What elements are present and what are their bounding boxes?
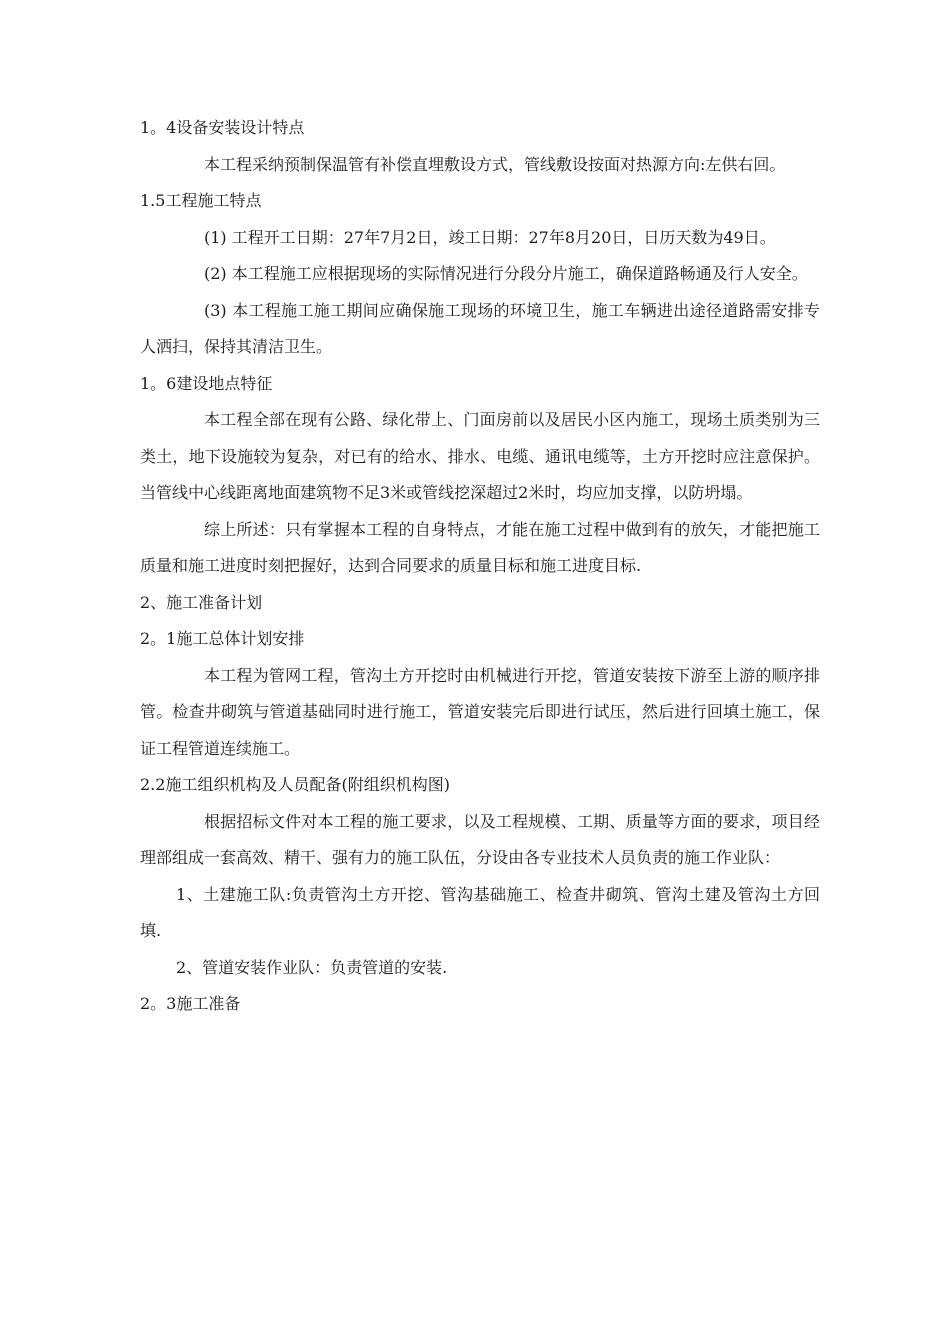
paragraph-2-1: 本工程为管网工程，管沟土方开挖时由机械进行开挖，管道安装按下游至上游的顺序排管。检查井砌筑与管道基础同时进行施工，管道安装完后即进行试压，然后进行回填土施工，保证工程管道连续施工。 — [140, 665, 820, 758]
list-item-pipe-team: 2、管道安装作业队：负责管道的安装. — [176, 957, 448, 977]
heading-1-6: 1。6建设地点特征 — [140, 373, 273, 393]
list-item-civil-team: 1、土建施工队:负责管沟土方开挖、管沟基础施工、检查井砌筑、管沟土建及管沟土方回填. — [140, 884, 820, 940]
paragraph-1-6-site: 本工程全部在现有公路、绿化带上、门面房前以及居民小区内施工，现场土质类别为三类土，地下设施较为复杂，对已有的给水、排水、电缆、通讯电缆等，土方开挖时应注意保护。当管线中心线距离地面建筑物不足3米或管线挖深超过2米时，均应加支撑，以防坍塌。 — [140, 410, 820, 502]
heading-1-4: 1。4设备安装设计特点 — [140, 118, 305, 137]
paragraph-1-4: 本工程采纳预制保温管有补偿直埋敷设方式，管线敷设按面对热源方向:左供右回。 — [204, 154, 786, 174]
heading-2-2: 2.2施工组织机构及人员配备(附组织机构图) — [140, 775, 450, 794]
heading-2: 2、施工准备计划 — [140, 592, 263, 612]
paragraph-1-5-item-2: (2) 本工程施工应根据现场的实际情况进行分段分片施工，确保道路畅通及行人安全。 — [204, 264, 808, 283]
heading-2-3: 2。3施工准备 — [140, 994, 241, 1013]
document-body — [140, 110, 820, 1023]
paragraph-1-5-item-1: (1) 工程开工日期：27年7月2日，竣工日期：27年8月20日，日历天数为49日。 — [204, 227, 776, 247]
paragraph-2-2: 根据招标文件对本工程的施工要求，以及工程规模、工期、质量等方面的要求，项目经理部组成一套高效、精干、强有力的施工队伍，分设由各专业技术人员负责的施工作业队： — [140, 811, 820, 867]
paragraph-1-6-summary: 综上所述：只有掌握本工程的自身特点，才能在施工过程中做到有的放矢，才能把施工质量和施工进度时刻把握好，达到合同要求的质量目标和施工进度目标. — [140, 519, 820, 575]
heading-2-1: 2。1施工总体计划安排 — [140, 629, 305, 648]
paragraph-1-5-item-3: (3) 本工程施工施工期间应确保施工现场的环境卫生，施工车辆进出途径道路需安排专人洒扫，保持其清洁卫生。 — [140, 300, 820, 356]
heading-1-5: 1.5工程施工特点 — [140, 191, 262, 210]
